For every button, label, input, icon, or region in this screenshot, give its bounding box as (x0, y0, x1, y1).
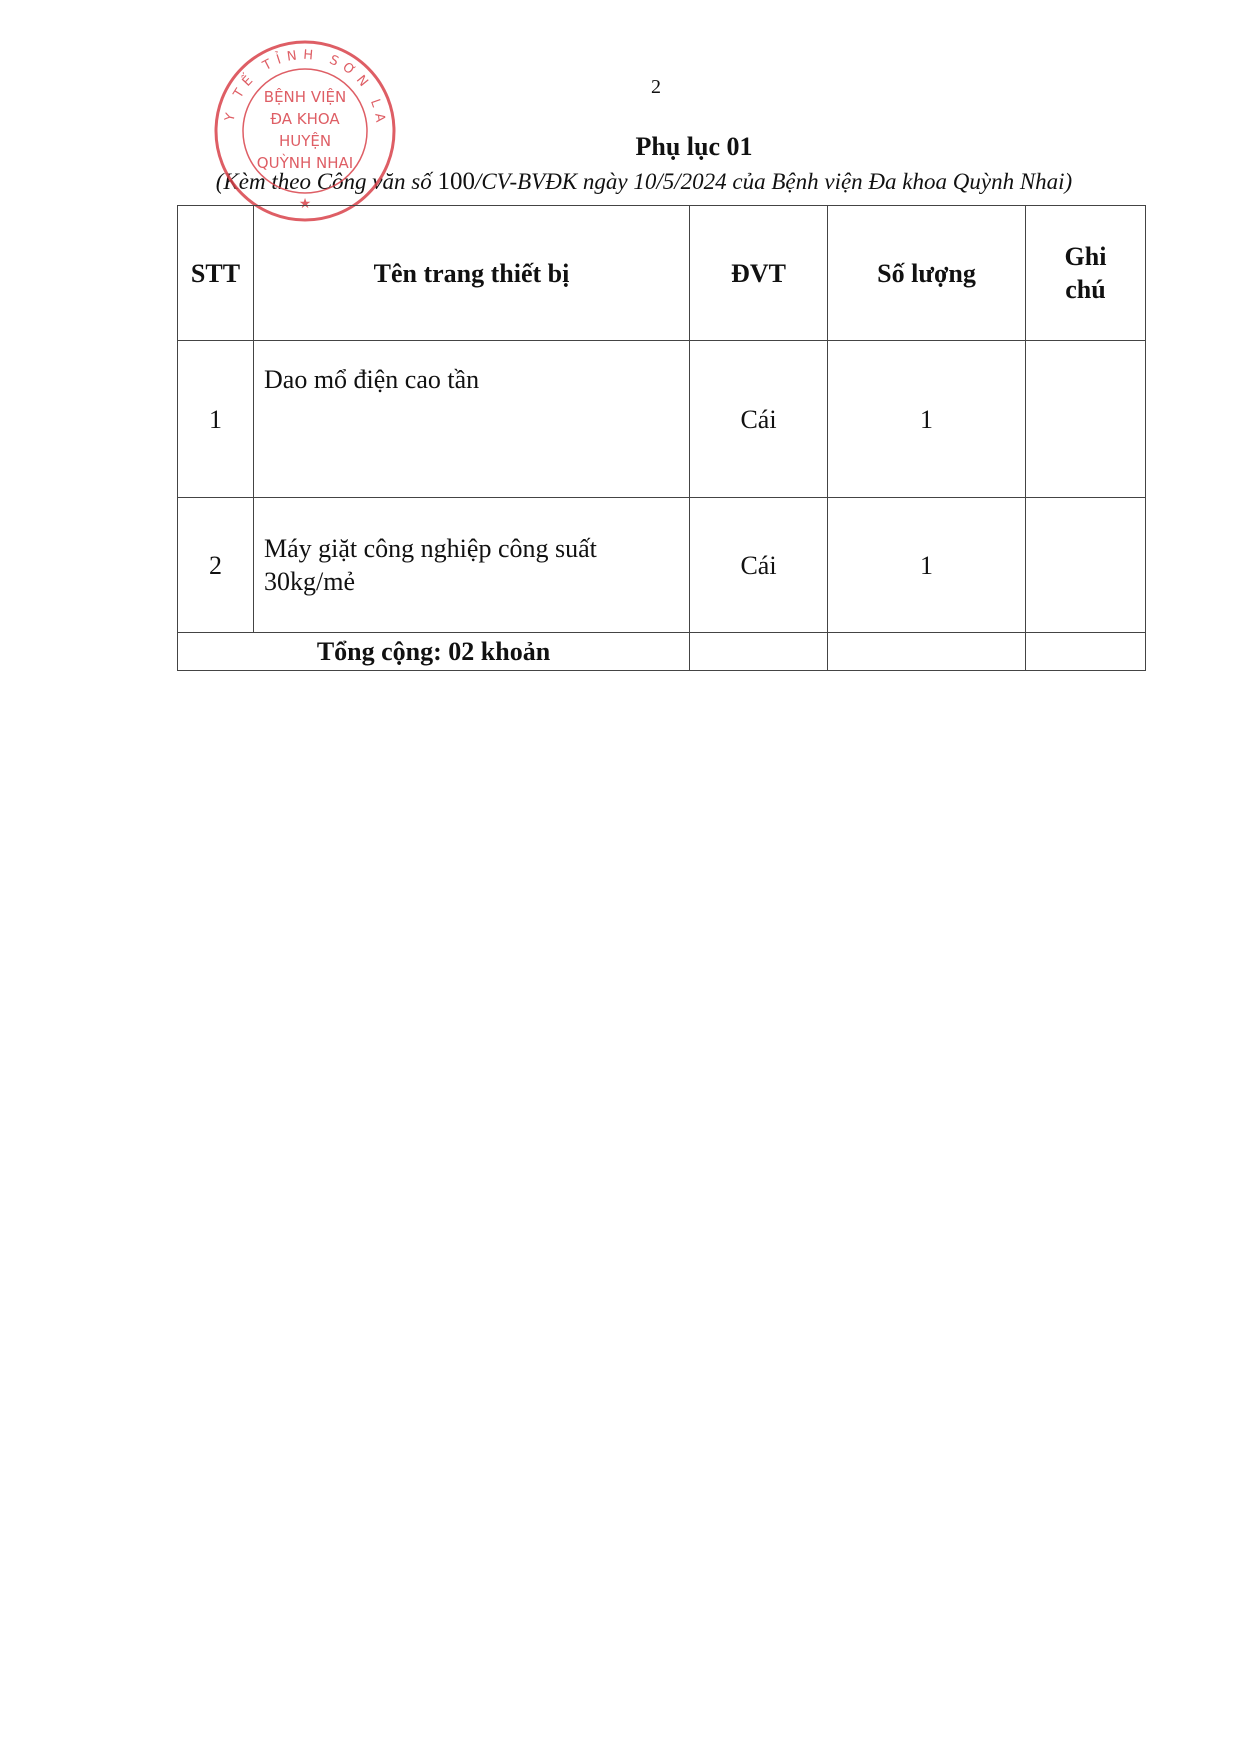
stamp-line-4: QUỲNH NHAI (256, 154, 354, 172)
header-quantity: Số lượng (828, 206, 1026, 341)
header-stt: STT (178, 206, 254, 341)
row-stt: 2 (178, 498, 254, 633)
row-quantity: 1 (828, 498, 1026, 633)
stamp-ring-text: Y TẾ TỈNH SƠN LA (222, 47, 389, 130)
table-row (178, 498, 1146, 633)
row-note (1026, 341, 1146, 498)
row-unit: Cái (690, 341, 828, 498)
hospital-seal-stamp (212, 38, 398, 224)
row-equipment-name-line-2: 30kg/mẻ (264, 567, 355, 596)
total-quantity-cell (828, 633, 1026, 671)
row-equipment-name: Dao mổ điện cao tần (254, 341, 690, 498)
row-quantity: 1 (828, 341, 1026, 498)
stamp-line-2: ĐA KHOA (270, 110, 340, 128)
row-note (1026, 498, 1146, 633)
stamp-star: ★ (298, 196, 312, 212)
row-equipment-name (254, 498, 690, 633)
header-equipment-name: Tên trang thiết bị (254, 206, 690, 341)
header-note-line-2: chú (1065, 275, 1106, 304)
total-unit-cell (690, 633, 828, 671)
row-equipment-name-line-1: Máy giặt công nghiệp công suất (264, 534, 597, 563)
header-unit: ĐVT (690, 206, 828, 341)
page-number: 2 (651, 76, 661, 98)
stamp-line-1: BỆNH VIỆN (263, 88, 347, 106)
total-note-cell (1026, 633, 1146, 671)
document-number: 100 (437, 168, 475, 195)
stamp-line-3: HUYỆN (278, 132, 332, 150)
table-total-row (178, 633, 1146, 671)
row-stt: 1 (178, 341, 254, 498)
table-row (178, 341, 1146, 498)
row-unit: Cái (690, 498, 828, 633)
subtitle-prefix: (Kèm theo Công văn số (215, 169, 438, 194)
subtitle-suffix: /CV-BVĐK ngày 10/5/2024 của Bệnh viện Đa khoa Quỳnh Nhai) (474, 169, 1073, 194)
total-label: Tổng cộng: 02 khoản (178, 633, 690, 671)
header-note-line-1: Ghi (1064, 242, 1107, 271)
header-note (1026, 206, 1146, 341)
table-header-row (178, 206, 1146, 341)
appendix-title: Phụ lục 01 (635, 132, 753, 161)
equipment-table (177, 205, 1146, 671)
